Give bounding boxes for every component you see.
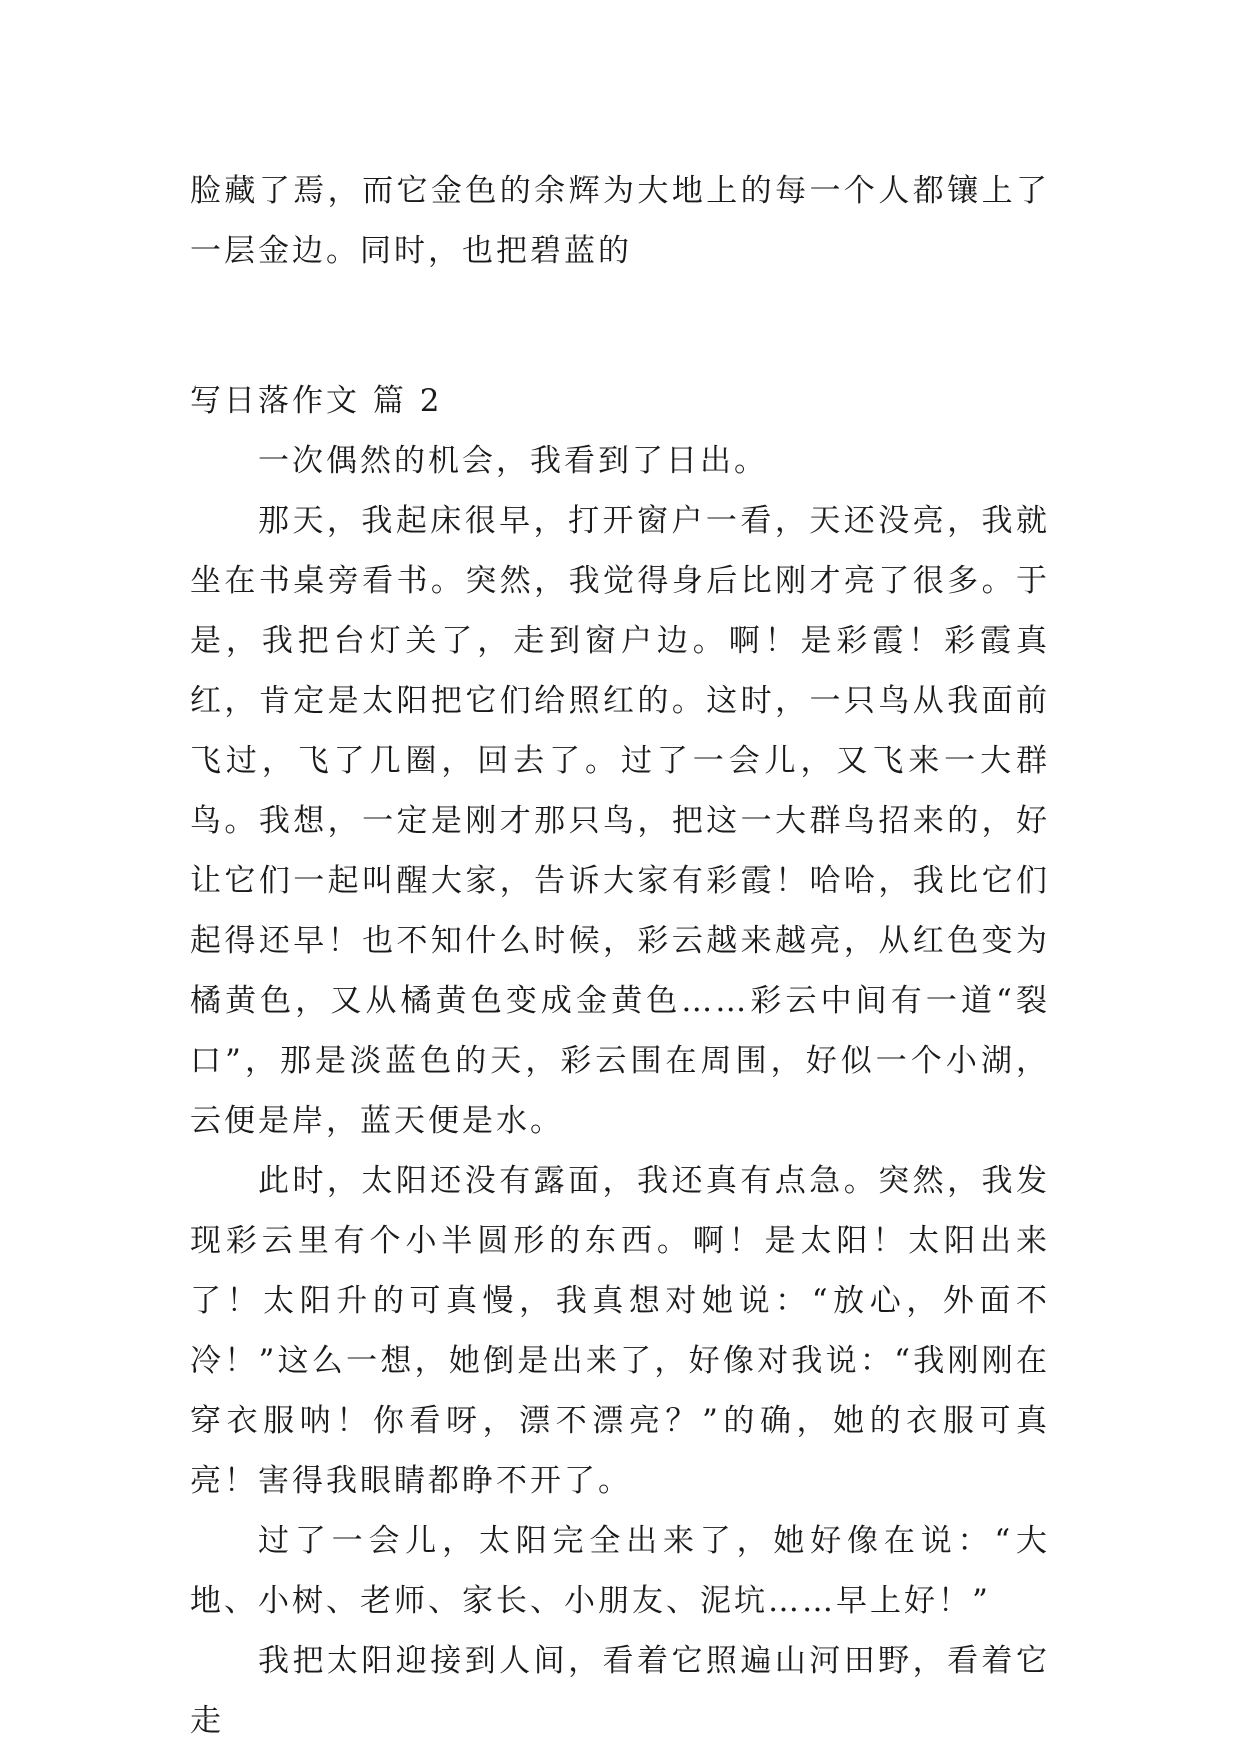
section-title: 写日落作文 篇 2 (190, 383, 443, 419)
section-gap (190, 281, 1050, 371)
paragraph-5: 我把太阳迎接到人间，看着它照遍山河田野，看着它走 (190, 1643, 1050, 1739)
paragraph-2: 那天，我起床很早，打开窗户一看，天还没亮，我就坐在书桌旁看书。突然，我觉得身后比刚才亮了很多。于是，我把台灯关了，走到窗户边。啊！是彩霞！彩霞真红，肯定是太阳把它们给照红的。这时，一只鸟从我面前飞过，飞了几圈，回去了。过了一会儿，又飞来一大群鸟。我想，一定是刚才那只鸟，把这一大群鸟招来的，好让它们一起叫醒大家，告诉大家有彩霞！哈哈，我比它们起得还早！也不知什么时候，彩云越来越亮，从红色变为橘黄色，又从橘黄色变成金黄色……彩云中间有一道“裂口”，那是淡蓝色的天，彩云围在周围，好似一个小湖，云便是岸，蓝天便是水。 (190, 503, 1050, 1139)
document-body (190, 161, 1050, 1751)
intro-paragraph: 脸藏了焉，而它金色的余辉为大地上的每一个人都镶上了一层金边。同时，也把碧蓝的 (190, 173, 1050, 269)
paragraph-4: 过了一会儿，太阳完全出来了，她好像在说：“大地、小树、老师、家长、小朋友、泥坑……早上好！” (190, 1523, 1050, 1619)
paragraph-3: 此时，太阳还没有露面，我还真有点急。突然，我发现彩云里有个小半圆形的东西。啊！是太阳！太阳出来了！太阳升的可真慢，我真想对她说：“放心，外面不冷！”这么一想，她倒是出来了，好像对我说：“我刚刚在穿衣服呐！你看呀，漂不漂亮？”的确，她的衣服可真亮！害得我眼睛都睁不开了。 (190, 1163, 1050, 1499)
paragraph-1: 一次偶然的机会，我看到了日出。 (258, 443, 768, 479)
